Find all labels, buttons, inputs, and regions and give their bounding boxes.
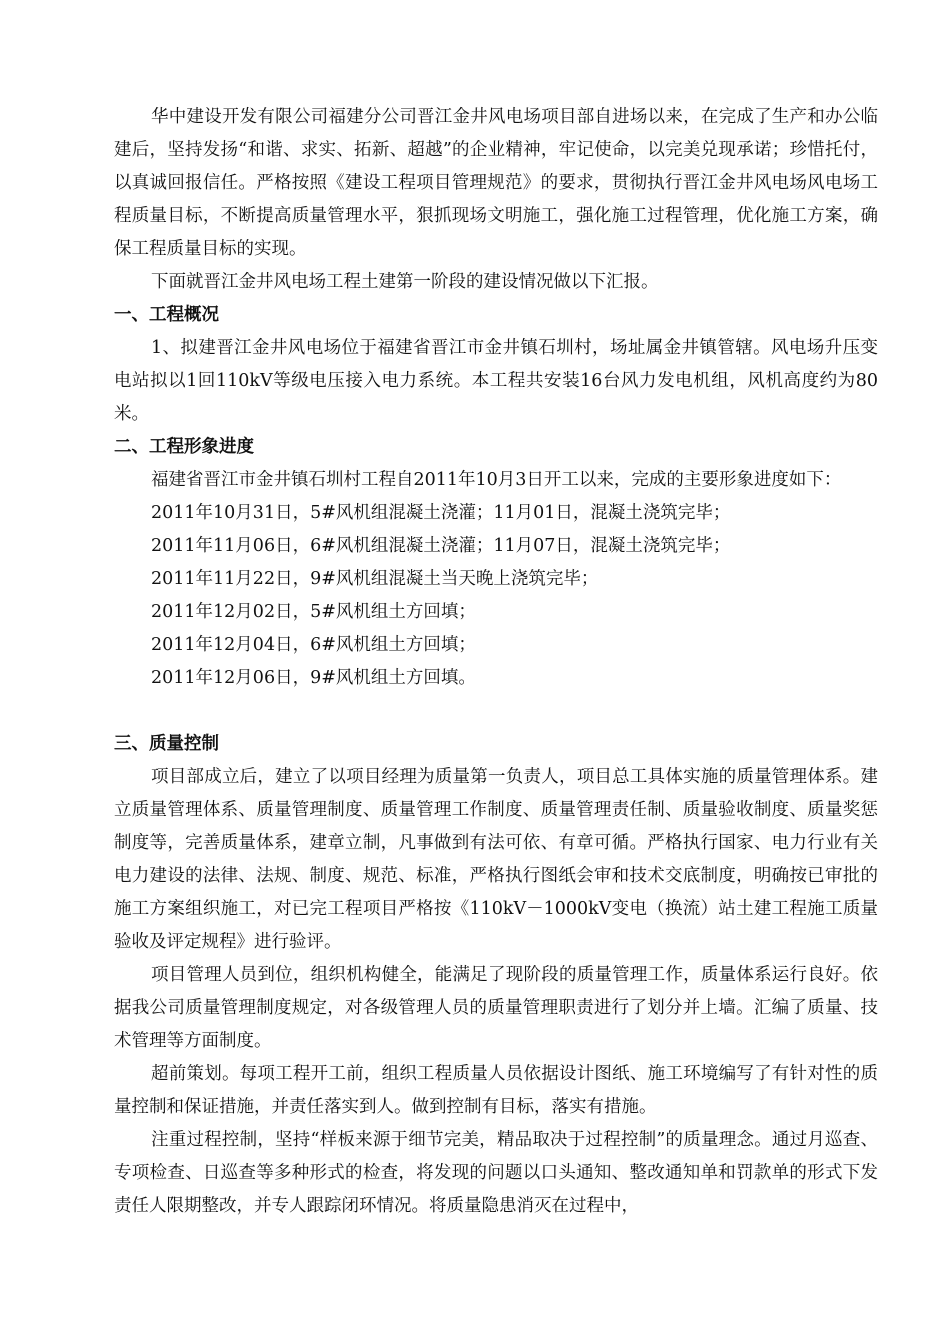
progress-item: 2011年11月06日，6#风机组混凝土浇灌；11月07日，混凝土浇筑完毕； (151, 536, 731, 556)
intro-paragraph-1: 华中建设开发有限公司福建分公司晋江金井风电场项目部自进场以来，在完成了生产和办公临建后，坚持发扬“和谐、求实、拓新、超越”的企业精神，牢记使命，以完美兑现承诺；珍惜托付，以真诚回报信任。严格按照《建设工程项目管理规范》的要求，贯彻执行晋江金井风电场风电场工程质量目标，不断提高质量管理水平，狠抓现场文明施工，强化施工过程管理，优化施工方案，确保工程质量目标的实现。 (114, 107, 878, 259)
progress-item: 2011年11月22日，9#风机组混凝土当天晚上浇筑完毕； (151, 569, 599, 589)
section-3-heading: 三、质量控制 (114, 734, 219, 754)
section-2-paragraph-1: 福建省晋江市金井镇石圳村工程自2011年10月3日开工以来，完成的主要形象进度如下： (151, 470, 842, 490)
progress-item: 2011年12月02日，5#风机组土方回填； (151, 602, 476, 622)
section-1-heading: 一、工程概况 (114, 305, 219, 325)
section-3-paragraph-4: 注重过程控制，坚持“样板来源于细节完美，精品取决于过程控制”的质量理念。通过月巡查、专项检查、日巡查等多种形式的检查，将发现的问题以口头通知、整改通知单和罚款单的形式下发责任人限期整改，并专人跟踪闭环情况。将质量隐患消灭在过程中， (114, 1130, 878, 1216)
progress-item: 2011年12月04日，6#风机组土方回填； (151, 635, 476, 655)
intro-paragraph-2: 下面就晋江金井风电场工程土建第一阶段的建设情况做以下汇报。 (151, 272, 659, 292)
progress-item: 2011年12月06日，9#风机组土方回填。 (151, 668, 476, 688)
section-2-heading: 二、工程形象进度 (114, 437, 254, 457)
section-3-paragraph-2: 项目管理人员到位，组织机构健全，能满足了现阶段的质量管理工作，质量体系运行良好。依据我公司质量管理制度规定，对各级管理人员的质量管理职责进行了划分并上墙。汇编了质量、技术管理等方面制度。 (114, 965, 878, 1051)
progress-item: 2011年10月31日，5#风机组混凝土浇灌；11月01日，混凝土浇筑完毕； (151, 503, 731, 523)
blank-line (114, 695, 878, 728)
section-3-paragraph-3: 超前策划。每项工程开工前，组织工程质量人员依据设计图纸、施工环境编写了有针对性的质量控制和保证措施，并责任落实到人。做到控制有目标，落实有措施。 (114, 1064, 878, 1117)
section-1-paragraph-1: 1、拟建晋江金井风电场位于福建省晋江市金井镇石圳村，场址属金井镇管辖。风电场升压变电站拟以1回110kV等级电压接入电力系统。本工程共安装16台风力发电机组，风机高度约为80米。 (114, 338, 878, 424)
document-page (114, 101, 878, 1223)
section-3-paragraph-1: 项目部成立后，建立了以项目经理为质量第一负责人，项目总工具体实施的质量管理体系。建立质量管理体系、质量管理制度、质量管理工作制度、质量管理责任制、质量验收制度、质量奖惩制度等，完善质量体系，建章立制，凡事做到有法可依、有章可循。严格执行国家、电力行业有关电力建设的法律、法规、制度、规范、标准，严格执行图纸会审和技术交底制度，明确按已审批的施工方案组织施工，对已完工程项目严格按《110kV－1000kV变电（换流）站土建工程施工质量验收及评定规程》进行验评。 (114, 767, 878, 952)
